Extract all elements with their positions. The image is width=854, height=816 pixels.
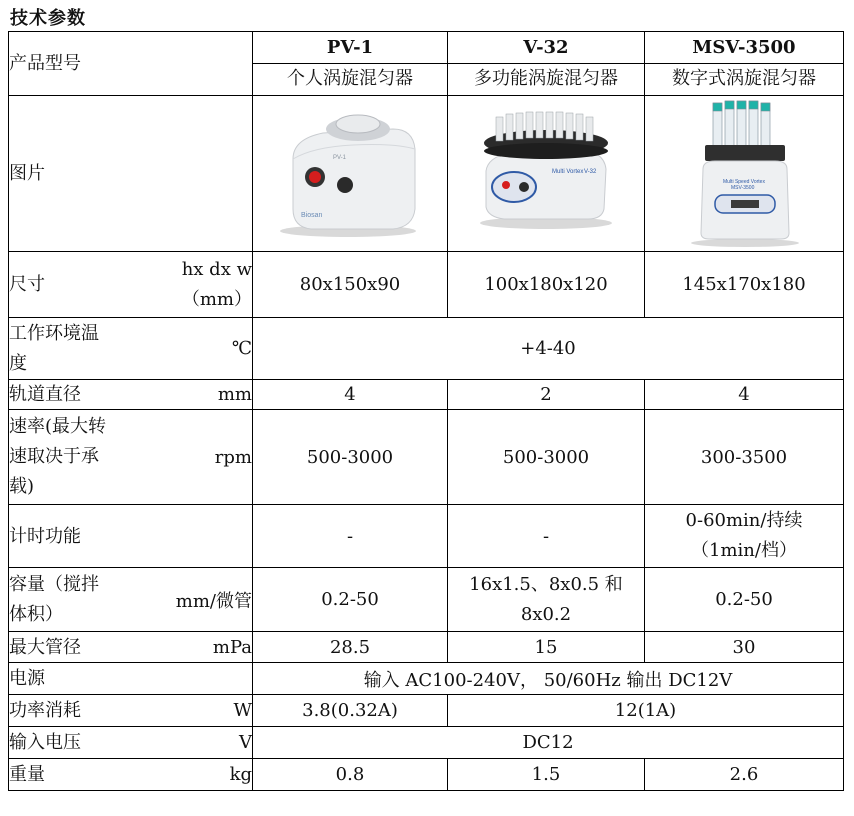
param-label: 功率消耗 bbox=[9, 700, 81, 721]
param-cell bbox=[9, 318, 253, 380]
table-row-temperature bbox=[9, 318, 844, 380]
table-row-power-consumption bbox=[9, 695, 844, 727]
value-cell: 28.5 bbox=[253, 632, 448, 663]
value-cell: 1.5 bbox=[448, 759, 645, 791]
param-cell bbox=[9, 32, 253, 96]
model-code: V-32 bbox=[523, 37, 569, 58]
picture-cell bbox=[253, 96, 448, 252]
page-title: 技术参数 bbox=[10, 8, 86, 29]
value-cell: 16x1.5、8x0.5 和 8x0.2 bbox=[448, 568, 645, 632]
value-cell-merged: +4-40 bbox=[253, 318, 844, 380]
param-cell bbox=[9, 410, 253, 505]
model-name: 数字式涡旋混匀器 bbox=[672, 68, 816, 89]
table-row-max-tube bbox=[9, 632, 844, 663]
param-label: 产品型号 bbox=[9, 53, 81, 74]
value-cell-merged: DC12 bbox=[253, 727, 844, 759]
param-cell bbox=[9, 96, 253, 252]
model-header-cell bbox=[253, 32, 448, 96]
value-cell: 0.8 bbox=[253, 759, 448, 791]
value-cell: 145x170x180 bbox=[645, 252, 844, 318]
model-header-cell bbox=[645, 32, 844, 96]
model-code: PV-1 bbox=[326, 37, 374, 58]
param-cell bbox=[9, 695, 253, 727]
value-cell: 100x180x120 bbox=[448, 252, 645, 318]
param-cell bbox=[9, 759, 253, 791]
device-brand-label: Biosan bbox=[301, 211, 323, 219]
picture-cell bbox=[448, 96, 645, 252]
table-row-capacity bbox=[9, 568, 844, 632]
unit-label: mPa bbox=[212, 636, 252, 658]
picture-cell bbox=[645, 96, 844, 252]
value-cell: 4 bbox=[253, 380, 448, 410]
value-cell: 0.2-50 bbox=[645, 568, 844, 632]
param-label: 重量 bbox=[9, 764, 45, 785]
param-cell bbox=[9, 505, 253, 568]
table-row-model bbox=[9, 32, 844, 96]
device-model-label: MSV-3500 bbox=[731, 184, 755, 191]
spec-table bbox=[8, 31, 844, 791]
param-label: 速率(最大转 速取决于承 载) bbox=[9, 416, 107, 497]
pv1-device-image bbox=[253, 99, 447, 249]
param-label: 输入电压 bbox=[9, 732, 81, 753]
value-cell: 4 bbox=[645, 380, 844, 410]
param-label: 计时功能 bbox=[9, 525, 81, 547]
param-label: 电源 bbox=[9, 668, 45, 689]
unit-label: V bbox=[239, 732, 252, 753]
table-row-size bbox=[9, 252, 844, 318]
table-row-input-voltage bbox=[9, 727, 844, 759]
v32-device-image bbox=[448, 99, 644, 249]
value-cell-merged: 输入 AC100-240V， 50/60Hz 输出 DC12V bbox=[253, 663, 844, 695]
table-row-orbit bbox=[9, 380, 844, 410]
value-cell: 0.2-50 bbox=[253, 568, 448, 632]
value-cell-merged: 12(1A) bbox=[448, 695, 844, 727]
param-label: 工作环境温 度 bbox=[9, 322, 99, 374]
param-cell bbox=[9, 632, 253, 663]
unit-label: W bbox=[233, 700, 252, 721]
value-cell: 500-3000 bbox=[253, 410, 448, 505]
value-cell: 0-60min/持续 （1min/档） bbox=[645, 505, 844, 568]
param-label: 图片 bbox=[9, 163, 45, 184]
param-label: 尺寸 bbox=[9, 274, 45, 295]
value-cell: - bbox=[253, 505, 448, 568]
param-cell bbox=[9, 380, 253, 410]
device-brand-label: Multi Speed Vortex bbox=[723, 178, 765, 185]
param-cell bbox=[9, 727, 253, 759]
table-row-timer bbox=[9, 505, 844, 568]
value-cell: 3.8(0.32A) bbox=[253, 695, 448, 727]
value-cell: 500-3000 bbox=[448, 410, 645, 505]
unit-label: hx dx w （mm） bbox=[181, 258, 252, 310]
value-cell: 30 bbox=[645, 632, 844, 663]
table-row-picture bbox=[9, 96, 844, 252]
device-brand-label: Multi Vortex bbox=[552, 168, 584, 175]
value-cell: 15 bbox=[448, 632, 645, 663]
model-code: MSV-3500 bbox=[692, 37, 796, 58]
unit-label: mm/微管 bbox=[175, 590, 252, 612]
param-label: 容量（搅拌 体积） bbox=[9, 573, 99, 625]
param-label: 轨道直径 bbox=[9, 384, 81, 405]
table-row-speed bbox=[9, 410, 844, 505]
value-cell: - bbox=[448, 505, 645, 568]
param-label: 最大管径 bbox=[9, 636, 81, 658]
param-cell bbox=[9, 252, 253, 318]
model-name: 个人涡旋混匀器 bbox=[287, 68, 413, 89]
param-cell bbox=[9, 568, 253, 632]
unit-label: mm bbox=[217, 384, 252, 405]
device-model-label: V-32 bbox=[584, 168, 597, 175]
table-row-power-supply bbox=[9, 663, 844, 695]
model-header-cell bbox=[448, 32, 645, 96]
value-cell: 2 bbox=[448, 380, 645, 410]
table-row-weight bbox=[9, 759, 844, 791]
value-cell: 300-3500 bbox=[645, 410, 844, 505]
model-name: 多功能涡旋混匀器 bbox=[474, 68, 618, 89]
unit-label: rpm bbox=[214, 446, 252, 468]
param-cell bbox=[9, 663, 253, 695]
unit-label: kg bbox=[229, 764, 252, 785]
device-model-label: PV-1 bbox=[333, 154, 347, 161]
value-cell: 2.6 bbox=[645, 759, 844, 791]
unit-label: ℃ bbox=[231, 338, 252, 359]
msv3500-device-image bbox=[645, 99, 843, 249]
value-cell: 80x150x90 bbox=[253, 252, 448, 318]
